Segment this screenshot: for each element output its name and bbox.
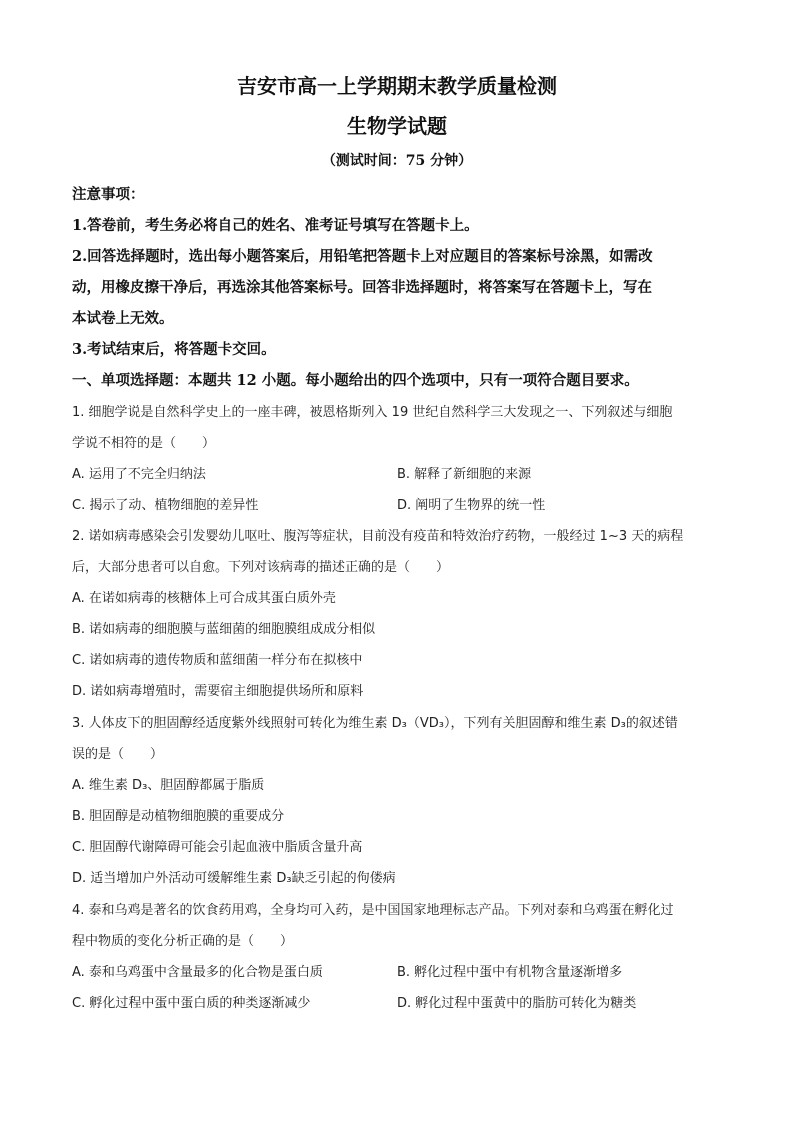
q1-option-b: B. 解释了新细胞的来源 xyxy=(397,467,532,482)
q3-option-b: B. 胆固醇是动植物细胞膜的重要成分 xyxy=(72,809,285,824)
q3-stem-line-2: 误的是（ ） xyxy=(72,747,164,762)
q2-stem-line-2: 后，大部分患者可以自愈。下列对该病毒的描述正确的是（ ） xyxy=(72,560,450,575)
q4-option-a: A. 泰和乌鸡蛋中含量最多的化合物是蛋白质 xyxy=(72,965,323,980)
notice-heading: 注意事项： xyxy=(72,186,145,203)
notice-item-2-line-3: 本试卷上无效。 xyxy=(72,310,174,327)
q4-stem-line-2: 程中物质的变化分析正确的是（ ） xyxy=(72,934,294,949)
notice-item-2-line-1: 2.回答选择题时，选出每小题答案后，用铅笔把答题卡上对应题目的答案标号涂黑，如需改 xyxy=(72,248,653,265)
notice-item-1: 1.答卷前，考生务必将自己的姓名、准考证号填写在答题卡上。 xyxy=(72,217,479,234)
q3-option-a: A. 维生素 D₃、胆固醇都属于脂质 xyxy=(72,778,265,793)
q1-option-d: D. 阐明了生物界的统一性 xyxy=(397,498,546,513)
exam-title: 吉安市高一上学期期末教学质量检测 xyxy=(237,74,557,98)
q2-stem-line-1: 2. 诺如病毒感染会引发婴幼儿呕吐、腹泻等症状，目前没有疫苗和特效治疗药物，一般经过 1~3 天的病程 xyxy=(72,529,684,544)
q3-stem-line-1: 3. 人体皮下的胆固醇经适度紫外线照射可转化为维生素 D₃（VD₃），下列有关胆固醇和维生素 D₃的叙述错 xyxy=(72,716,678,731)
notice-item-2-line-2: 动，用橡皮擦干净后，再选涂其他答案标号。回答非选择题时，将答案写在答题卡上，写在 xyxy=(72,279,652,296)
subject-title: 生物学试题 xyxy=(347,114,447,138)
q1-stem-line-1: 1. 细胞学说是自然科学史上的一座丰碑，被恩格斯列入 19 世纪自然科学三大发现之一、下列叙述与细胞 xyxy=(72,405,673,420)
q2-option-b: B. 诺如病毒的细胞膜与蓝细菌的细胞膜组成成分相似 xyxy=(72,622,376,637)
q4-option-d: D. 孵化过程中蛋黄中的脂肪可转化为糖类 xyxy=(397,996,637,1011)
q1-stem-line-2: 学说不相符的是（ ） xyxy=(72,436,216,451)
exam-duration: （测试时间：75 分钟） xyxy=(321,153,473,169)
q2-option-c: C. 诺如病毒的遗传物质和蓝细菌一样分布在拟核中 xyxy=(72,653,363,668)
q1-option-c: C. 揭示了动、植物细胞的差异性 xyxy=(72,498,259,513)
notice-item-3: 3.考试结束后，将答题卡交回。 xyxy=(72,341,276,358)
q3-option-c: C. 胆固醇代谢障碍可能会引起血液中脂质含量升高 xyxy=(72,840,363,855)
q2-option-a: A. 在诺如病毒的核糖体上可合成其蛋白质外壳 xyxy=(72,591,336,606)
q1-option-a: A. 运用了不完全归纳法 xyxy=(72,467,206,482)
q2-option-d: D. 诺如病毒增殖时，需要宿主细胞提供场所和原料 xyxy=(72,684,364,699)
q4-stem-line-1: 4. 泰和乌鸡是著名的饮食药用鸡，全身均可入药，是中国国家地理标志产品。下列对泰和乌鸡蛋在孵化过 xyxy=(72,903,674,918)
q3-option-d: D. 适当增加户外活动可缓解维生素 D₃缺乏引起的佝偻病 xyxy=(72,871,396,886)
q4-option-c: C. 孵化过程中蛋中蛋白质的种类逐渐减少 xyxy=(72,996,311,1011)
section-heading: 一、单项选择题：本题共 12 小题。每小题给出的四个选项中，只有一项符合题目要求。 xyxy=(72,372,639,389)
q4-option-b: B. 孵化过程中蛋中有机物含量逐渐增多 xyxy=(397,965,623,980)
